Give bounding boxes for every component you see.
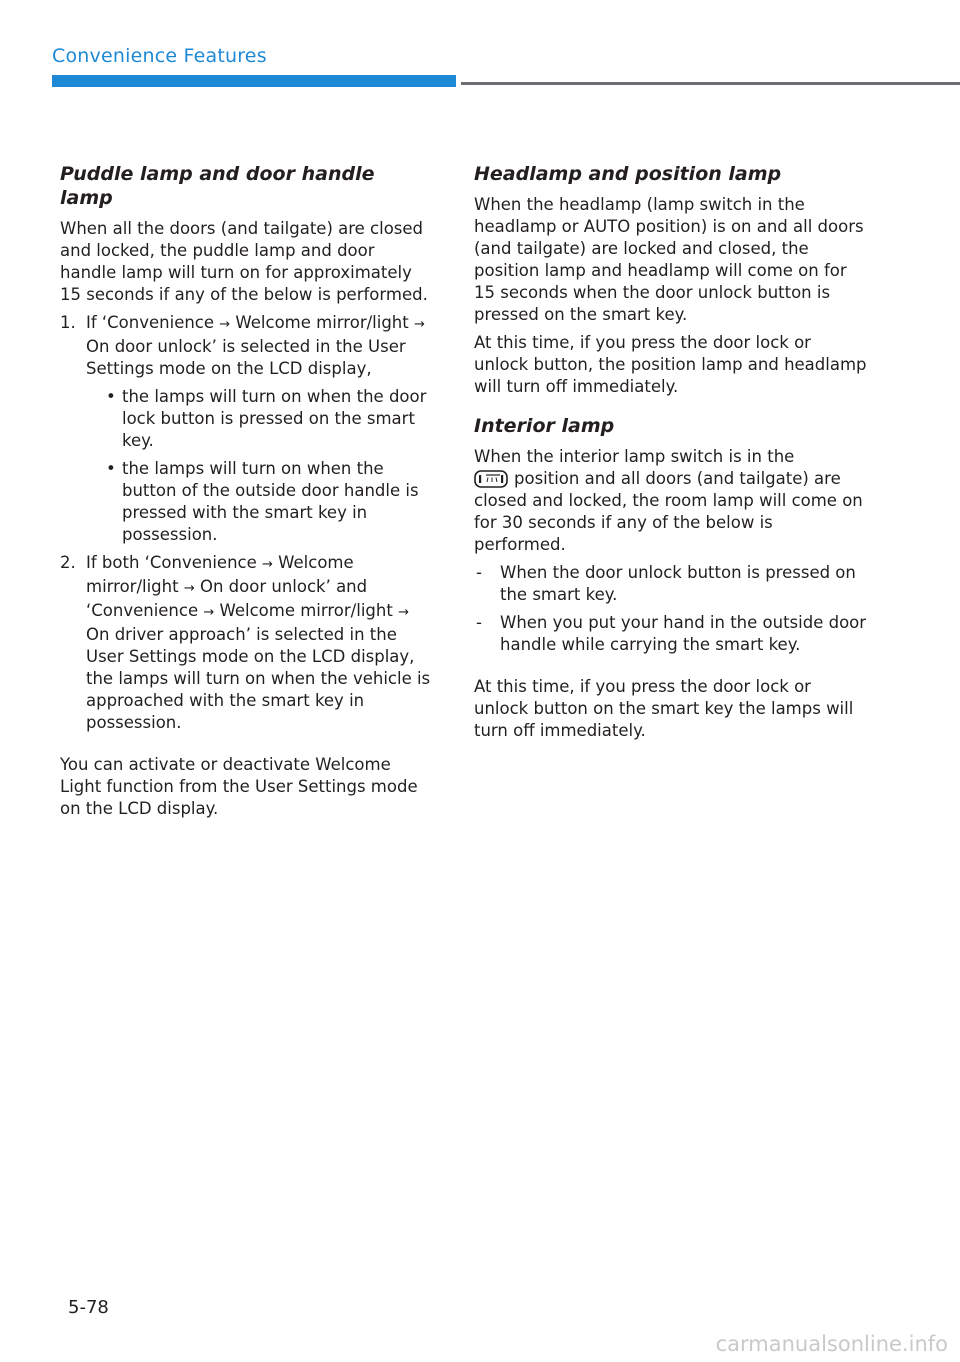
watermark: carmanualsonline.info xyxy=(715,1332,948,1356)
dash-item: - When the door unlock button is pressed on the smart key. xyxy=(476,563,856,604)
bullet-icon: • xyxy=(106,387,116,406)
dash-item: - When you put your hand in the outside door handle while carrying the smart key. xyxy=(476,613,867,654)
section-title: Convenience Features xyxy=(52,45,267,67)
interior-lamp-note: At this time, if you press the door lock or unlock button on the smart key the lamps will turn off immediately. xyxy=(474,677,854,740)
list-number: 1. xyxy=(60,313,76,332)
puddle-intro: When all the doors (and tailgate) are closed and locked, the puddle lamp and door handle lamp will turn on for approximately 15 seconds if any of the below is performed. xyxy=(60,219,428,304)
arrow-icon: → xyxy=(183,581,195,596)
header-rule-gray xyxy=(461,82,960,85)
door-lamp-icon xyxy=(474,470,508,488)
arrow-icon: → xyxy=(413,317,425,332)
page-number: 5-78 xyxy=(68,1297,109,1318)
list-item: 2. If both ‘Convenience → Welcome mirror/light → On door unlock’ and ‘Convenience → Welcome mirror/light → On driver approach’ is selected in the User Settings mode on the LCD display, the lamps will turn on when the vehicle is approached with the smart key in possession. xyxy=(60,553,431,732)
header-rule-accent xyxy=(52,75,456,87)
dash-icon: - xyxy=(476,563,482,582)
bullet-item: • the lamps will turn on when the door lock button is pressed on the smart key. xyxy=(106,387,427,450)
bullet-item: • the lamps will turn on when the button of the outside door handle is pressed with the smart key in possession. xyxy=(106,459,419,544)
arrow-icon: → xyxy=(203,605,215,620)
list-item: 1. If ‘Convenience → Welcome mirror/light → On door unlock’ is selected in the User Settings mode on the LCD display, • the lamps will turn on when the door lock button is pressed on the smart key. • the lamps will turn on when the button of the outside door handle is pressed with the smart key in possession. xyxy=(60,312,432,546)
left-column xyxy=(60,162,432,826)
arrow-icon: → xyxy=(219,317,231,332)
heading-puddle-lamp: Puddle lamp and door handle lamp xyxy=(60,163,375,209)
bullet-icon: • xyxy=(106,459,116,478)
list-number: 2. xyxy=(60,553,76,572)
arrow-icon: → xyxy=(262,557,273,572)
heading-headlamp: Headlamp and position lamp xyxy=(474,163,782,185)
arrow-icon: → xyxy=(398,605,409,620)
heading-interior-lamp: Interior lamp xyxy=(474,415,615,437)
dash-icon: - xyxy=(476,613,482,632)
headlamp-para-2: At this time, if you press the door lock or unlock button, the position lamp and headlamp will turn off immediately. xyxy=(474,333,867,396)
headlamp-para: When the headlamp (lamp switch in the headlamp or AUTO position) is on and all doors (and tailgate) are locked and closed, the position lamp and headlamp will come on for 15 seconds when the door unlock button is pressed on the smart key. xyxy=(474,195,864,324)
welcome-light-note: You can activate or deactivate Welcome Light function from the User Settings mode on the LCD display. xyxy=(60,755,418,818)
interior-lamp-para: When the interior lamp switch is in the position and all doors (and tailgate) are closed and locked, the room lamp will come on for 30 seconds if any of the below is performed. xyxy=(474,447,863,554)
right-column xyxy=(474,162,869,748)
